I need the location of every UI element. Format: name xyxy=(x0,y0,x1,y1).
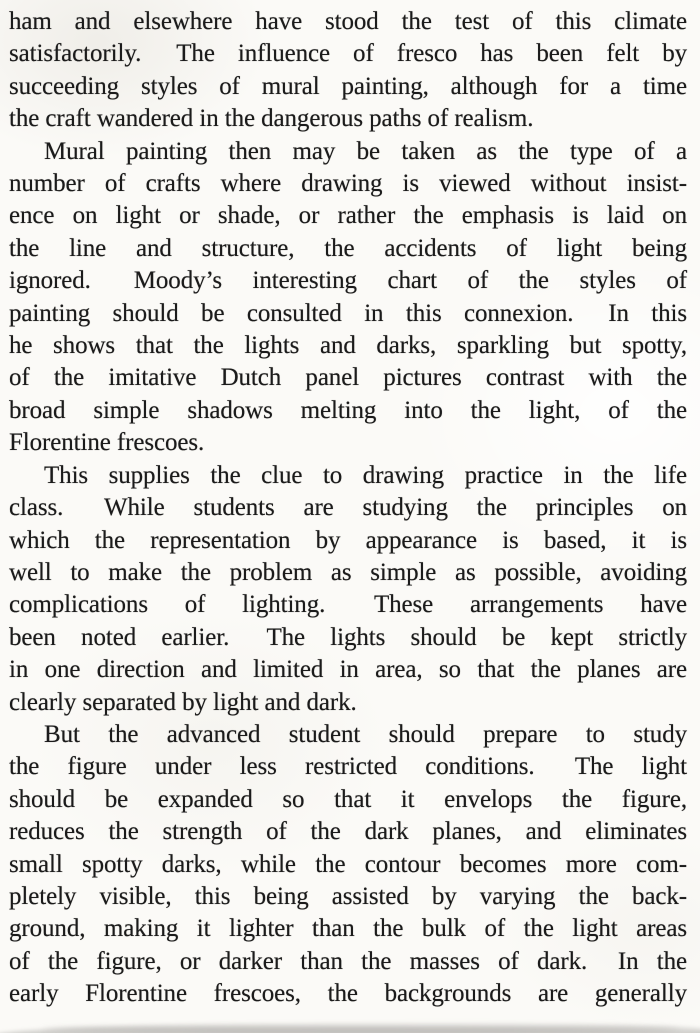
text-line: of the imitative Dutch panel pictures contrast with the xyxy=(9,364,687,392)
text-line: clearly separated by light and dark. xyxy=(9,688,357,716)
paragraph xyxy=(9,6,687,136)
text-line: of the figure, or darker than the masses of dark. In the xyxy=(9,947,687,975)
text-line: pletely visible, this being assisted by varying the back- xyxy=(9,882,687,910)
text-line: which the representation by appearance is based, it is xyxy=(9,526,687,554)
text-line: This supplies the clue to drawing practice in the life xyxy=(44,461,687,489)
body-text xyxy=(9,6,687,1011)
text-line: early Florentine frescoes, the backgrounds are generally xyxy=(9,980,687,1008)
paragraph xyxy=(9,719,687,1011)
paragraph xyxy=(9,460,687,719)
text-line: the line and structure, the accidents of light being xyxy=(9,234,687,262)
text-line: ignored. Moody’s interesting chart of the styles of xyxy=(9,267,687,295)
text-line: well to make the problem as simple as possible, avoiding xyxy=(9,558,687,586)
text-line: Mural painting then may be taken as the type of a xyxy=(44,137,687,165)
text-line: Florentine frescoes. xyxy=(9,429,205,457)
text-line: broad simple shadows melting into the light, of the xyxy=(9,396,687,424)
text-line: satisfactorily. The influence of fresco has been felt by xyxy=(9,40,687,68)
text-line: ground, making it lighter than the bulk of the light areas xyxy=(9,915,687,943)
text-line: number of crafts where drawing is viewed without insist- xyxy=(9,170,687,198)
text-line: succeeding styles of mural painting, although for a time xyxy=(9,72,687,100)
text-line: ham and elsewhere have stood the test of this climate xyxy=(9,8,687,35)
text-line: he shows that the lights and darks, sparkling but spotty, xyxy=(9,332,687,360)
text-line: in one direction and limited in area, so that the planes are xyxy=(9,656,687,684)
text-line: small spotty darks, while the contour becomes more com- xyxy=(9,850,687,878)
text-line: ence on light or shade, or rather the emphasis is laid on xyxy=(9,202,687,230)
text-line: painting should be consulted in this connexion. In this xyxy=(9,299,687,327)
text-line: should be expanded so that it envelops the figure, xyxy=(9,785,687,813)
page-bottom-scan-shadow-inner xyxy=(42,1026,679,1033)
text-line: been noted earlier. The lights should be kept strictly xyxy=(9,623,687,651)
text-line: the craft wandered in the dangerous paths of realism. xyxy=(9,105,534,133)
text-line: the figure under less restricted conditions. The light xyxy=(9,753,687,781)
text-line: But the advanced student should prepare to study xyxy=(44,720,687,748)
text-line: reduces the strength of the dark planes, and eliminates xyxy=(9,818,687,846)
text-line: complications of lighting. These arrangements have xyxy=(9,591,687,619)
paragraph xyxy=(9,136,687,460)
text-line: class. While students are studying the principles on xyxy=(9,494,687,522)
